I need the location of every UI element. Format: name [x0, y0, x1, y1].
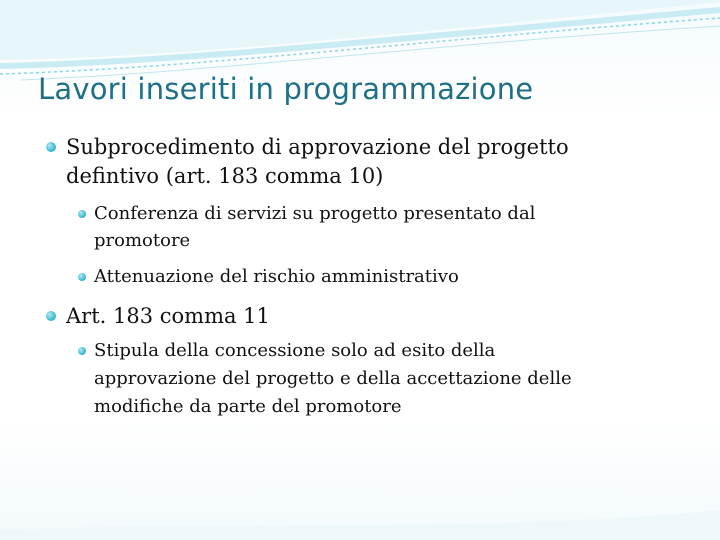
bullet-dot-icon [46, 142, 56, 152]
sub-bullet-dot-icon [78, 347, 86, 355]
slide-title: Lavori inseriti in programmazione [38, 72, 534, 106]
footer-wave-decoration [0, 490, 720, 540]
bullet-dot-icon [46, 311, 56, 321]
sub-bullet-2-1-line-1: Stipula della concessione solo ad esito della [94, 340, 496, 361]
bullet-1-line-1: Subprocedimento di approvazione del progetto [66, 135, 569, 159]
sub-bullet-1-2-line-1: Attenuazione del rischio amministrativo [94, 266, 459, 287]
sub-bullet-1-1-line-1: Conferenza di servizi su progetto presentato dal [94, 203, 536, 224]
sub-bullet-2-1-line-2: approvazione del progetto e della accettazione delle [94, 368, 572, 389]
sub-bullet-dot-icon [78, 273, 86, 281]
bullet-2-line-1: Art. 183 comma 11 [66, 304, 270, 328]
sub-bullet-2-1-line-3: modifiche da parte del promotore [94, 396, 402, 417]
sub-bullet-dot-icon [78, 210, 86, 218]
bullet-1-line-2: defintivo (art. 183 comma 10) [66, 164, 384, 188]
sub-bullet-1-1-line-2: promotore [94, 230, 191, 251]
